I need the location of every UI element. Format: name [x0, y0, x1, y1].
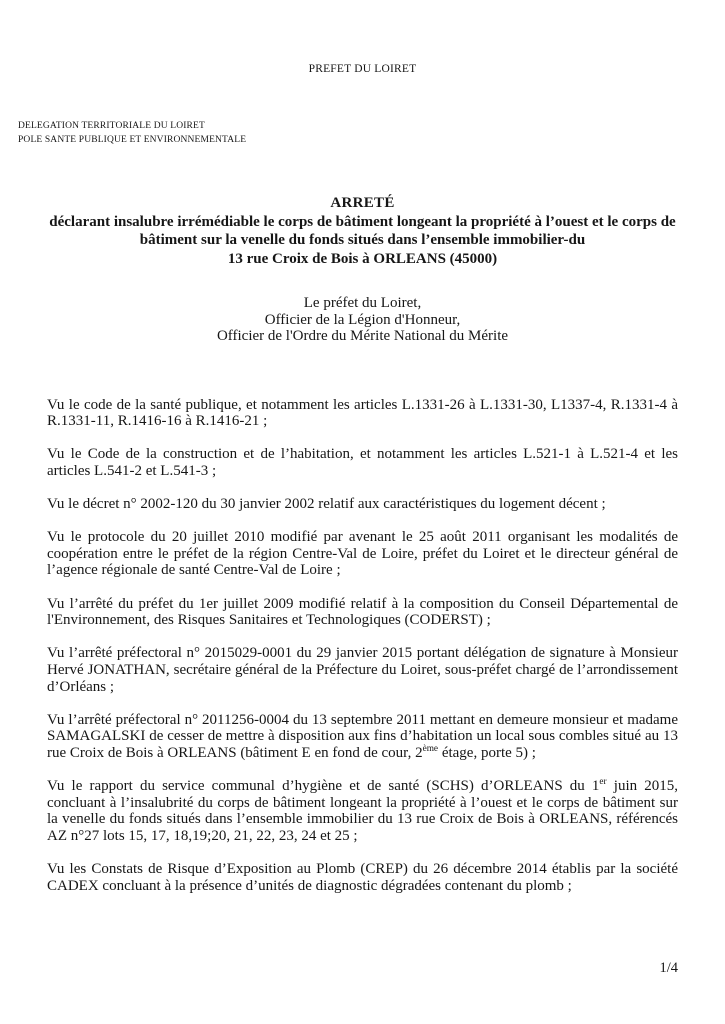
paragraph-text: Vu les Constats de Risque d’Exposition au Plomb (CREP) du 26 décembre 2014 établis par la société CADEX concluant à la présence d’unités de diagnostic dégradées contenant du plomb ; — [47, 861, 678, 894]
paragraph-text: Vu le décret n° 2002-120 du 30 janvier 2002 relatif aux caractéristiques du logement décent ; — [47, 496, 606, 513]
decree-subject-line: 13 rue Croix de Bois à ORLEANS (45000) — [227, 250, 498, 267]
decree-title-block — [0, 194, 725, 268]
issuer-line: Officier de l'Ordre du Mérite National du Mérite — [216, 328, 509, 344]
superscript-ordinal: ème — [422, 743, 439, 754]
body-paragraph — [47, 446, 678, 479]
issuer-block — [0, 295, 725, 345]
body-paragraph — [47, 397, 678, 430]
paragraph-text: Vu l’arrêté du préfet du 1er juillet 2009 modifié relatif à la composition du Conseil Départemental de l'Environnement, des Risques Sanitaires et Technologiques (CODERST) ; — [47, 595, 678, 629]
paragraph-text: Vu le Code de la construction et de l’habitation, et notamment les articles L.521-1 à L.521-4 et les articles L.541-2 et L.541-3 ; — [47, 446, 678, 479]
paragraph-text: Vu le rapport du service communal d’hygiène et de santé (SCHS) d’ORLEANS du 1 — [47, 778, 600, 795]
decree-subject-line: déclarant insalubre irrémédiable le corps de bâtiment longeant la propriété à l’ouest et le corps de — [49, 213, 676, 230]
service-line: DELEGATION TERRITORIALE DU LOIRET — [18, 121, 205, 131]
superscript-ordinal: er — [599, 777, 607, 788]
service-address-block — [18, 120, 725, 147]
decree-subject — [0, 213, 725, 269]
decree-body — [47, 397, 678, 895]
body-paragraph — [47, 861, 678, 894]
decree-subject-line: bâtiment sur la venelle du fonds situés dans l’ensemble immobilier-du — [139, 232, 586, 248]
body-paragraph — [47, 529, 678, 579]
service-line: POLE SANTE PUBLIQUE ET ENVIRONNEMENTALE — [18, 134, 247, 145]
issuer-line: Le préfet du Loiret, — [303, 295, 422, 311]
paragraph-text: Vu le code de la santé publique, et notamment les articles L.1331-26 à L.1331-30, L1337-4, R.1331-4 à R.1331-11, R.1416-16 à R.1416-21 ; — [47, 396, 678, 430]
paragraph-text: Vu l’arrêté préfectoral n° 2011256-0004 du 13 septembre 2011 mettant en demeure monsieur et madame SAMAGALSKI de cesser de mettre à disposition aux fins d’habitation un local sous combles situé au 13 rue Croix de Bois à ORLEANS (bâtiment E en fond de cour, 2 — [47, 711, 678, 761]
decree-heading: ARRETÉ — [330, 195, 395, 211]
paragraph-text: Vu l’arrêté préfectoral n° 2015029-0001 du 29 janvier 2015 portant délégation de signature à Monsieur Hervé JONATHAN, secrétaire général de la Préfecture du Loiret, sous-préfet chargé de l’arrondissement d’Orléans ; — [47, 645, 678, 695]
body-paragraph — [47, 496, 678, 513]
body-paragraph — [47, 712, 678, 762]
body-paragraph — [47, 645, 678, 695]
body-paragraph — [47, 778, 678, 844]
prefecture-header: PREFET DU LOIRET — [308, 63, 417, 75]
issuer-line: Officier de la Légion d'Honneur, — [264, 311, 461, 328]
page-number: 1/4 — [659, 960, 678, 976]
paragraph-text: juin 2015, concluant à l’insalubrité du corps de bâtiment longeant la propriété à l’ouest et le corps de bâtiment sur la venelle du fonds situés dans l’ensemble immobilier du 13 rue Croix de Bois à ORLEANS, référencés AZ n°27 lots 15, 17, 18,19;20, 21, 22, 23, 24 et 25 ; — [47, 778, 678, 844]
body-paragraph — [47, 596, 678, 629]
paragraph-text: Vu le protocole du 20 juillet 2010 modifié par avenant le 25 août 2011 organisant les modalités de coopération entre le préfet de la région Centre-Val de Loire, préfet du Loiret et le directeur général de l’agence régionale de santé Centre-Val de Loire ; — [47, 529, 678, 579]
paragraph-text: étage, porte 5) ; — [438, 744, 536, 761]
